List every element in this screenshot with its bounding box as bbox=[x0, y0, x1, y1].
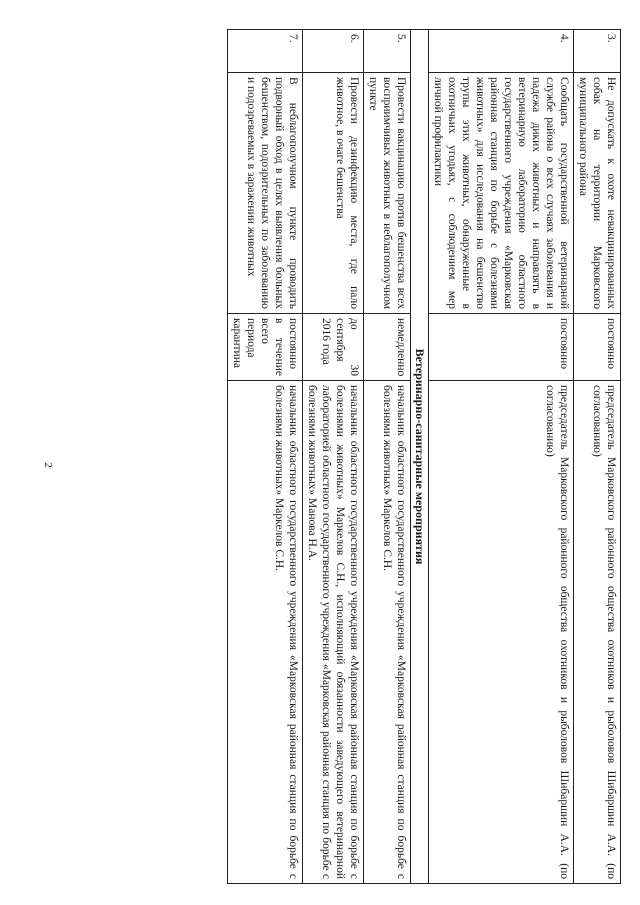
row-action: Провести дезинфекцию места, где пало животное, в очаге бешенства bbox=[303, 73, 364, 314]
row-term: постоянно bbox=[428, 314, 573, 381]
section-title: Ветеринарно-санитарные мероприятия bbox=[411, 30, 429, 884]
row-action: Не допускать к охоте невакцинированных собак на территории Марковского муниципального района bbox=[573, 73, 620, 314]
rotated-page-content bbox=[51, 29, 621, 884]
row-responsible: председатель Марковского районного общества охотников и рыболовов Шибаршин А.А. (по согласованию) bbox=[573, 381, 620, 884]
row-number: 4. bbox=[428, 30, 573, 73]
table-row bbox=[573, 30, 620, 884]
row-action: Провести вакцинацию против бешенства всех восприимчивых животных в неблагополучном пункте bbox=[364, 73, 411, 314]
row-action: В неблагополучном пункте проводить подворный обход в целях выявления больных бешенством, подозрительных по заболеванию и подозреваемых в заражении животных bbox=[227, 73, 302, 314]
row-term: постоянно bbox=[573, 314, 620, 381]
page-number: 2 bbox=[42, 462, 54, 468]
table-row bbox=[364, 30, 411, 884]
section-header-row bbox=[411, 30, 429, 884]
row-number: 3. bbox=[573, 30, 620, 73]
row-responsible: председатель Марковского районного общества охотников и рыболовов Шибаршин А.А. (по согласованию) bbox=[428, 381, 573, 884]
row-responsible: начальник областного государственного учреждения «Марковская районная станция по борьбе с болезнями животных» Маркелов С.Н. bbox=[364, 381, 411, 884]
table-row bbox=[227, 30, 302, 884]
row-number: 5. bbox=[364, 30, 411, 73]
row-responsible: начальник областного государственного учреждения «Марковская районная станция по борьбе с болезнями животных» Маркелов С.Н., исполняющий обязанности заведующего ветеринарной лабораторией областного государственного учреждения «Марковская районная станция по борьбе с болезнями животных» Манова Н.А. bbox=[303, 381, 364, 884]
row-number: 6. bbox=[303, 30, 364, 73]
row-term: постоянно в течение всего периода карантина bbox=[227, 314, 302, 381]
table-row bbox=[303, 30, 364, 884]
row-term: немедленно bbox=[364, 314, 411, 381]
measures-table bbox=[227, 29, 621, 884]
row-number: 7. bbox=[227, 30, 302, 73]
row-action: Сообщать государственной ветеринарной службе района о всех случаях заболевания и падежа диких животных и направлять в ветеринарную лабораторию областного государственного учреждения «Марковская районная станция по борьбе с болезнями животных» для исследования на бешенство трупы этих животных, обнаруженные в охотничьих угодьях, с соблюдением мер личной профилактики bbox=[428, 73, 573, 314]
row-responsible: начальник областного государственного учреждения «Марковская районная станция по борьбе с болезнями животных» Маркелов С.Н. bbox=[227, 381, 302, 884]
row-term: до 30 сентября 2016 года bbox=[303, 314, 364, 381]
table-row bbox=[428, 30, 573, 884]
